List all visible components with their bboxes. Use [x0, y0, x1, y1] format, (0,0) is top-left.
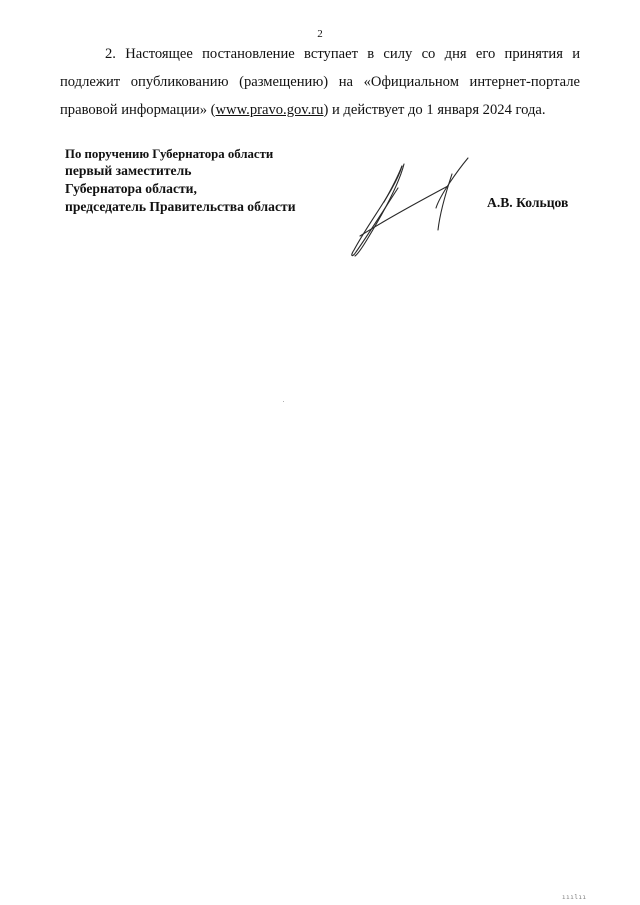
- signatory-position-line-2: Губернатора области,: [65, 181, 197, 196]
- paragraph-text-start: 2. Настоящее постановление вступает в силу со дня его принятия и подлежит опубликованию (размещению) на «Официальном интернет-портале правовой информации» (: [60, 46, 580, 118]
- signatory-block: [65, 146, 296, 216]
- body-paragraph: [60, 40, 580, 124]
- signatory-position-line-1: первый заместитель: [65, 163, 192, 178]
- portal-link[interactable]: www.pravo.gov.ru: [215, 102, 324, 118]
- signatory-name: А.В. Кольцов: [487, 195, 569, 210]
- signatory-instruction: По поручению Губернатора области: [65, 147, 274, 161]
- paragraph-text-end: ) и действует до 1 января 2024 года.: [323, 102, 546, 118]
- handwritten-signature: [340, 150, 490, 260]
- footer-registration-mark: ııılıı: [562, 894, 587, 901]
- scan-speck: [283, 401, 284, 402]
- signatory-position-line-3: председатель Правительства области: [65, 199, 296, 214]
- page-number: 2: [317, 28, 323, 40]
